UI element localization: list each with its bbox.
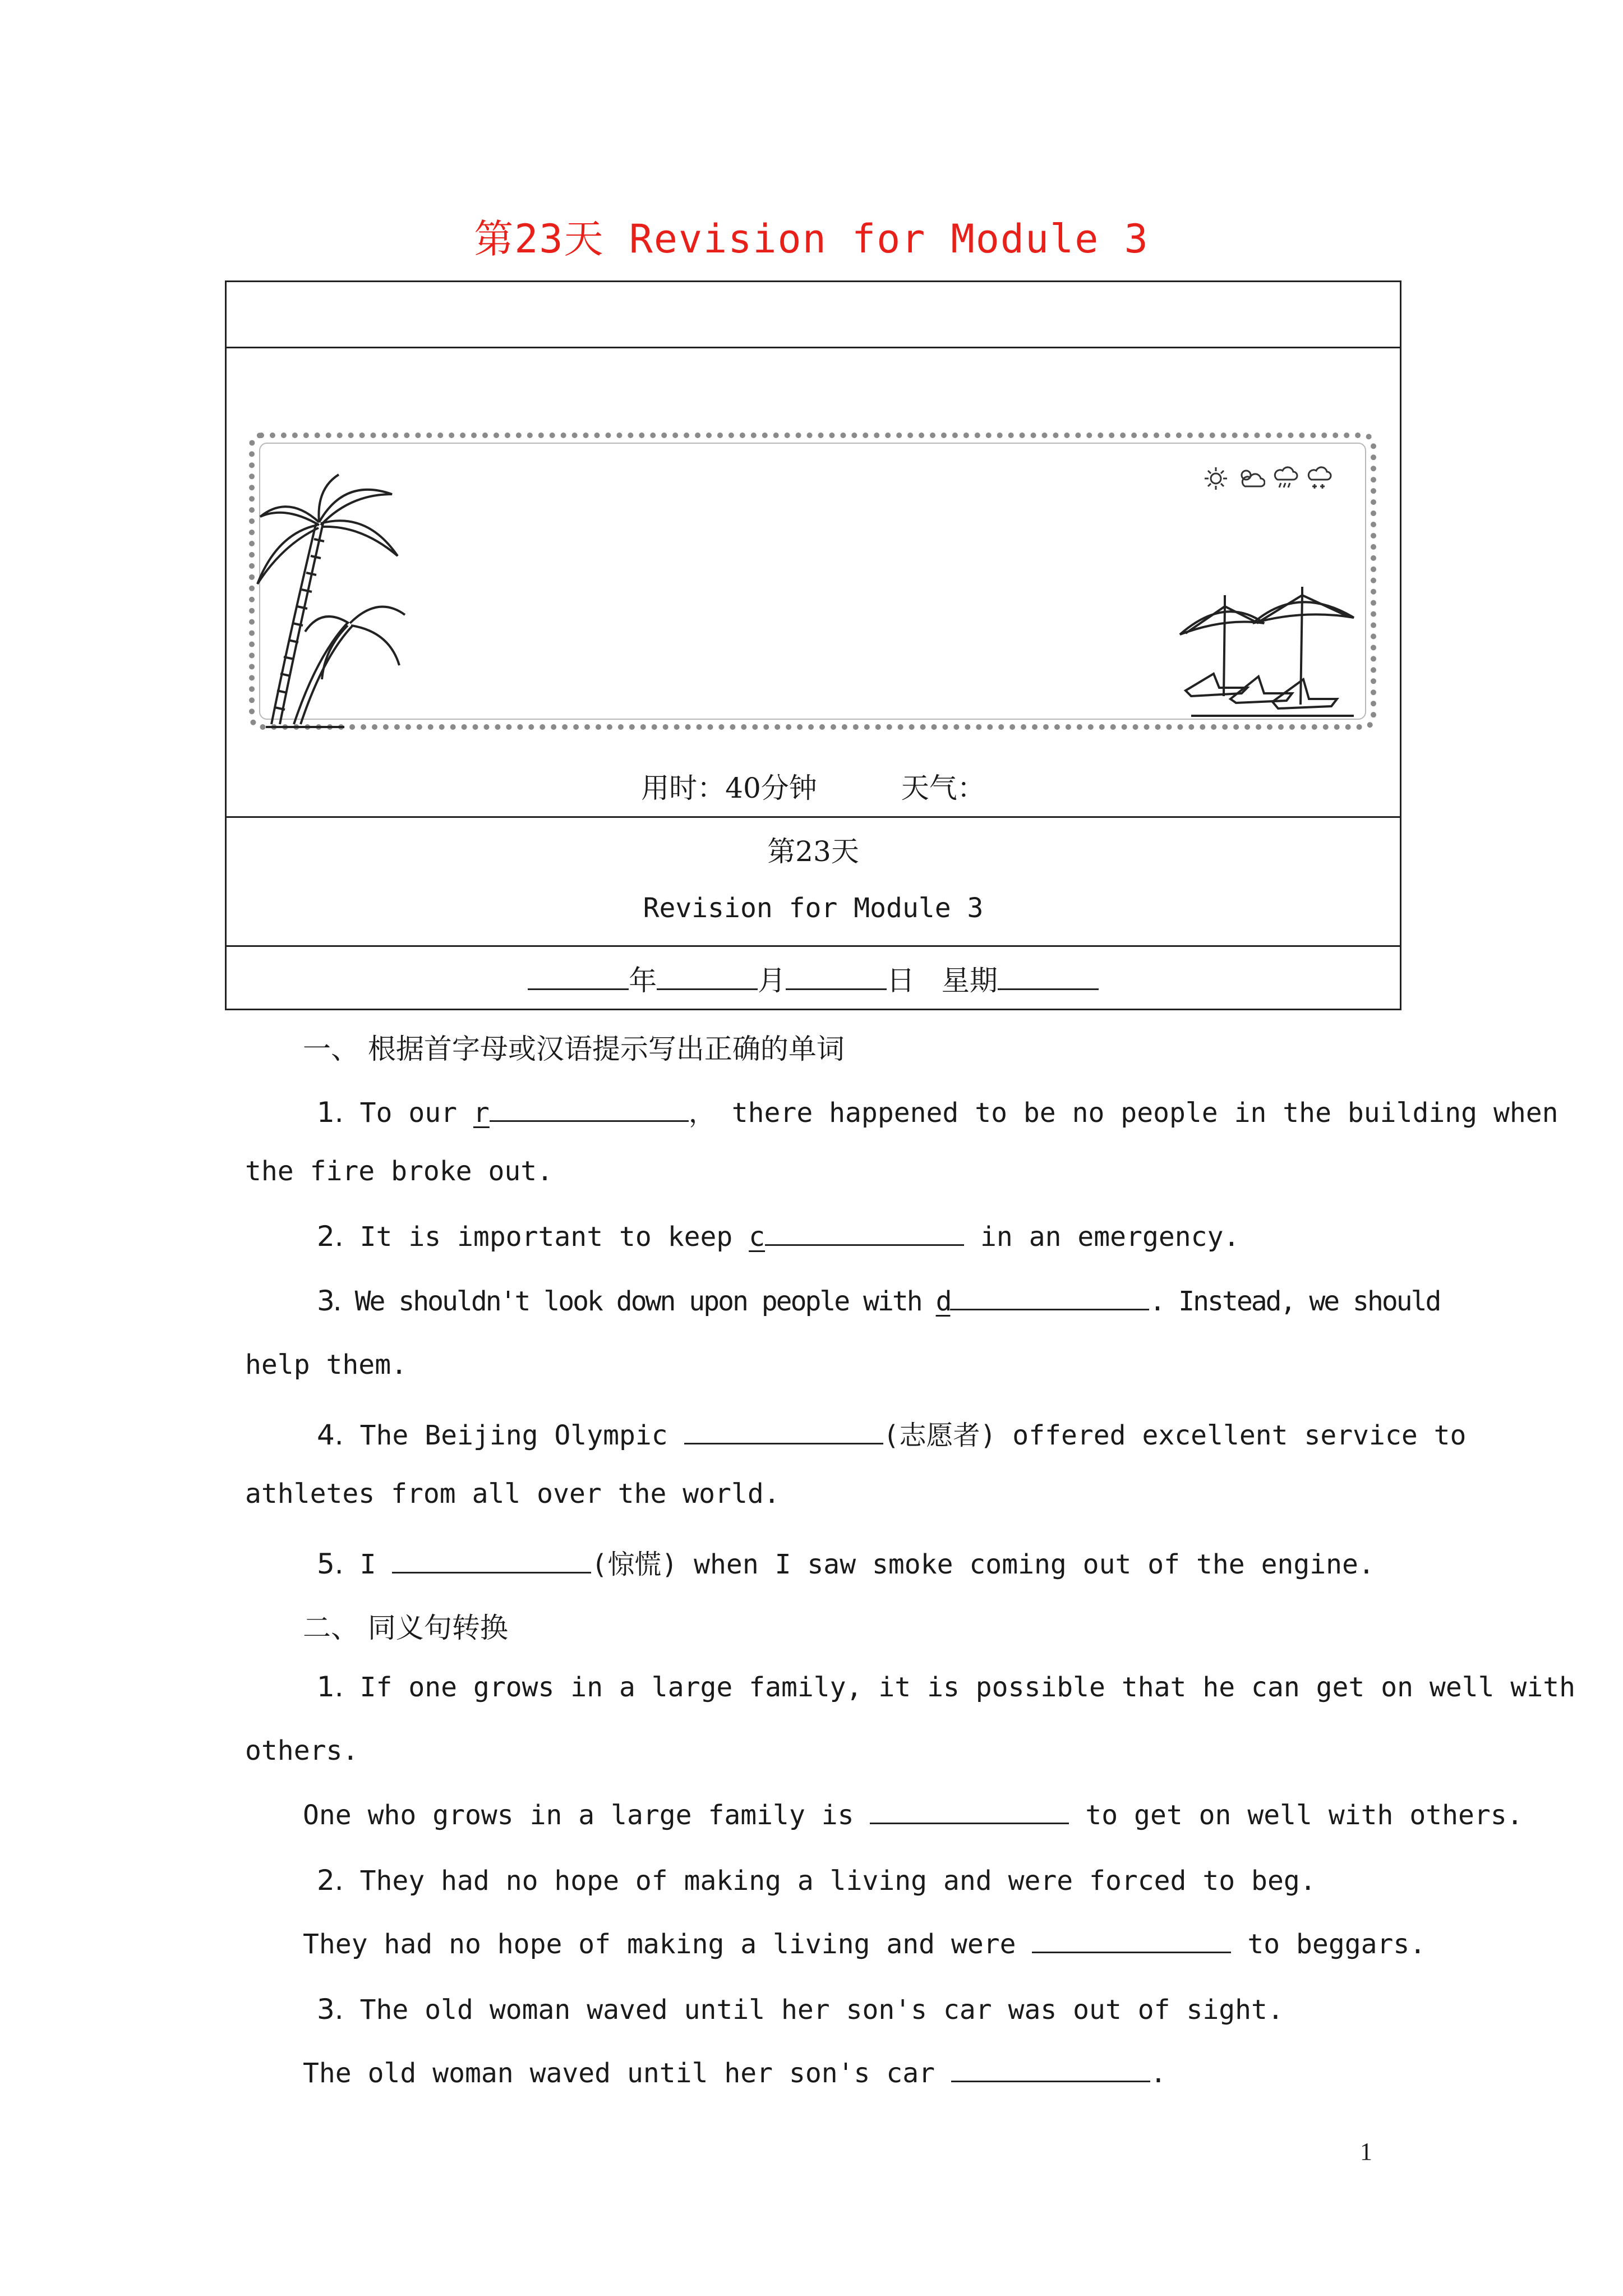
divider — [227, 347, 1400, 348]
answer-blank[interactable] — [765, 1222, 964, 1246]
list-item: 1. If one grows in a large family, it is possible that he can get on well with — [317, 1671, 1576, 1703]
beach-umbrella-icon — [1174, 584, 1359, 724]
time-weather-line: 用时：40分钟 天气： — [641, 772, 985, 804]
list-item: 5. I (惊慌) when I saw smoke coming out of the engine. — [317, 1548, 1375, 1580]
month-blank[interactable] — [657, 988, 758, 990]
year-blank[interactable] — [528, 988, 629, 990]
info-card — [225, 280, 1401, 1010]
list-item-continuation: others. — [245, 1735, 359, 1766]
list-item-continuation: the fire broke out. — [245, 1156, 554, 1187]
list-item-continuation: help them. — [245, 1349, 407, 1381]
section-2-heading: 二、 同义句转换 — [303, 1612, 508, 1644]
section-1-heading: 一、 根据首字母或汉语提示写出正确的单词 — [303, 1033, 845, 1065]
rewrite-line: The old woman waved until her son's car . — [303, 2058, 1166, 2089]
answer-blank[interactable] — [870, 1800, 1069, 1824]
list-item: 1. To our r ， there happened to be no people in the building when — [317, 1096, 1559, 1129]
answer-blank[interactable] — [392, 1549, 591, 1573]
year-label: 年 — [629, 964, 657, 997]
list-item: 4. The Beijing Olympic (志愿者) offered excellent service to — [317, 1419, 1467, 1451]
rewrite-line: One who grows in a large family is to get on well with others. — [303, 1800, 1523, 1831]
weekday-label: 星期 — [941, 964, 998, 997]
answer-blank[interactable] — [950, 1286, 1149, 1310]
palm-tree-icon — [255, 472, 417, 730]
day-blank[interactable] — [786, 988, 887, 990]
module-label: Revision for Module 3 — [643, 892, 984, 924]
partly-cloudy-icon[interactable] — [1236, 465, 1265, 492]
month-label: 月 — [758, 964, 786, 997]
page-number: 1 — [1360, 2138, 1372, 2165]
first-letter: c — [749, 1221, 766, 1253]
list-item: 2. It is important to keep c in an emergency. — [317, 1220, 1240, 1253]
list-item: 3. The old woman waved until her son's car was out of sight. — [317, 1993, 1284, 2026]
sun-icon[interactable] — [1202, 465, 1229, 492]
answer-blank[interactable] — [1032, 1929, 1231, 1953]
divider — [227, 816, 1400, 818]
first-letter: d — [935, 1286, 951, 1317]
weekday-blank[interactable] — [998, 988, 1099, 990]
answer-blank[interactable] — [951, 2058, 1150, 2082]
answer-blank[interactable] — [684, 1420, 883, 1444]
rewrite-line: They had no hope of making a living and were to beggars. — [303, 1929, 1426, 1960]
weather-icons — [1202, 465, 1332, 492]
list-item: 2. They had no hope of making a living and were forced to beg. — [317, 1864, 1316, 1897]
first-letter: r — [473, 1097, 490, 1129]
day-label: 日 — [887, 964, 915, 997]
snow-cloud-icon[interactable] — [1306, 465, 1332, 492]
page-title: 第23天 Revision for Module 3 — [474, 216, 1149, 262]
list-item: 3. We shouldn't look down upon people with d . Instead, we should — [317, 1285, 1440, 1317]
answer-blank[interactable] — [490, 1098, 689, 1122]
day-label: 第23天 — [767, 835, 859, 868]
list-item-continuation: athletes from all over the world. — [245, 1478, 780, 1510]
divider — [227, 945, 1400, 947]
rain-cloud-icon[interactable] — [1272, 465, 1299, 492]
decorative-frame — [249, 432, 1376, 730]
date-line — [227, 958, 1400, 999]
